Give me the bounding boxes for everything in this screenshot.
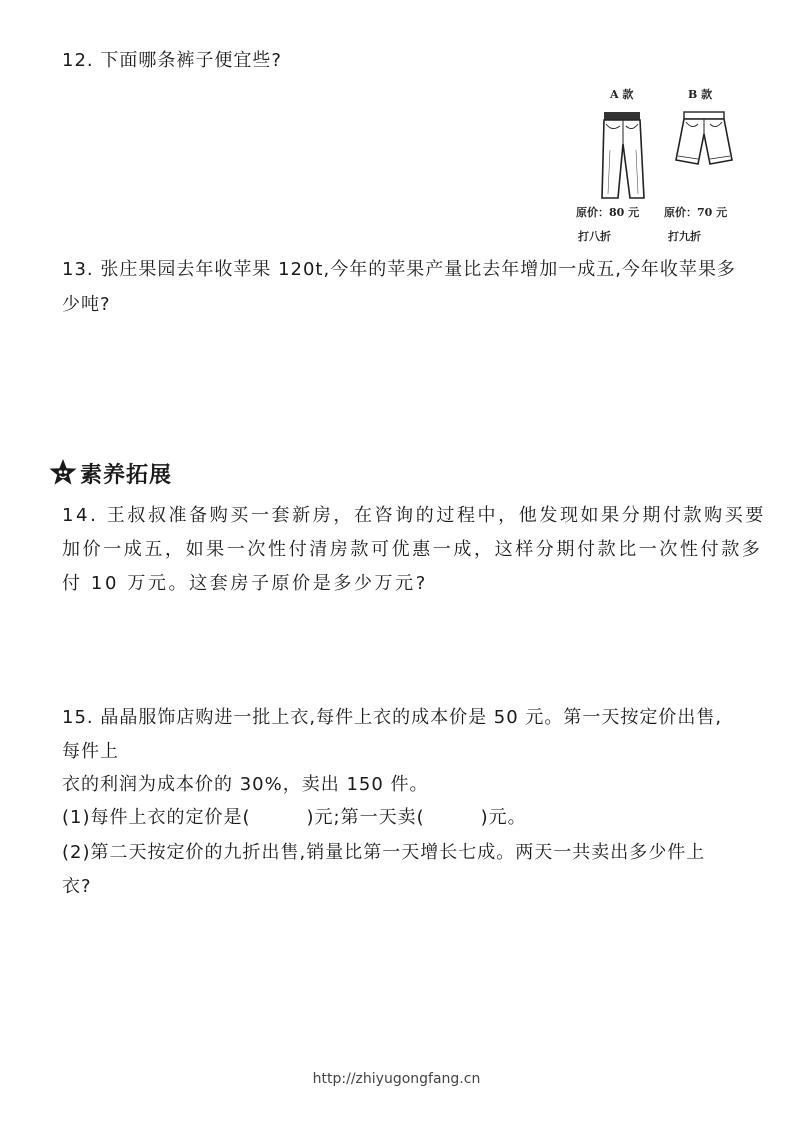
section-header <box>48 456 172 490</box>
sub-1-text-a: (1)每件上衣的定价是( <box>62 807 251 828</box>
question-14-line-2: 加价一成五，如果一次性付清房款可优惠一成，这样分期付款比一次性付款多 <box>62 539 763 560</box>
pants-b-discount: 打九折 <box>668 230 701 243</box>
question-13-line-2: 少吨? <box>62 294 111 315</box>
question-13-line-1: 13. 张庄果园去年收苹果 120t,今年的苹果产量比去年增加一成五,今年收苹果多 <box>62 259 736 280</box>
pants-b-title: B 款 <box>688 88 713 101</box>
question-12: 12. 下面哪条裤子便宜些? <box>62 50 282 71</box>
question-14-line-3: 付 10 万元。这套房子原价是多少万元? <box>62 573 428 594</box>
pants-b-price: 原价：70 元 <box>664 206 728 219</box>
question-15-sub-1 <box>62 807 527 829</box>
question-14-line-1: 14. 王叔叔准备购买一套新房，在咨询的过程中，他发现如果分期付款购买要 <box>62 505 766 526</box>
section-title: 素养拓展 <box>80 462 173 488</box>
pants-comparison-figure <box>570 84 740 244</box>
long-pants-icon <box>598 110 648 202</box>
question-15-line-2: 每件上 <box>62 741 119 762</box>
sub-1-text-c: )元。 <box>480 807 527 828</box>
question-15-sub-2-line-1: (2)第二天按定价的九折出售,销量比第一天增长七成。两天一共卖出多少件上 <box>62 842 706 863</box>
pants-a-discount: 打八折 <box>578 230 611 243</box>
question-15-sub-2-line-2: 衣? <box>62 876 92 897</box>
shorts-icon <box>674 110 734 168</box>
sub-1-text-b: )元;第一天卖( <box>306 807 425 828</box>
question-15-line-3: 衣的利润为成本价的 30%，卖出 150 件。 <box>62 774 429 795</box>
pants-a-price: 原价：80 元 <box>576 206 640 219</box>
footer-url[interactable]: http://zhiyugongfang.cn <box>312 1071 481 1087</box>
question-15-line-1: 15. 晶晶服饰店购进一批上衣,每件上衣的成本价是 50 元。第一天按定价出售, <box>62 707 723 728</box>
star-badge-icon <box>48 458 78 488</box>
pants-a-title: A 款 <box>610 88 634 101</box>
